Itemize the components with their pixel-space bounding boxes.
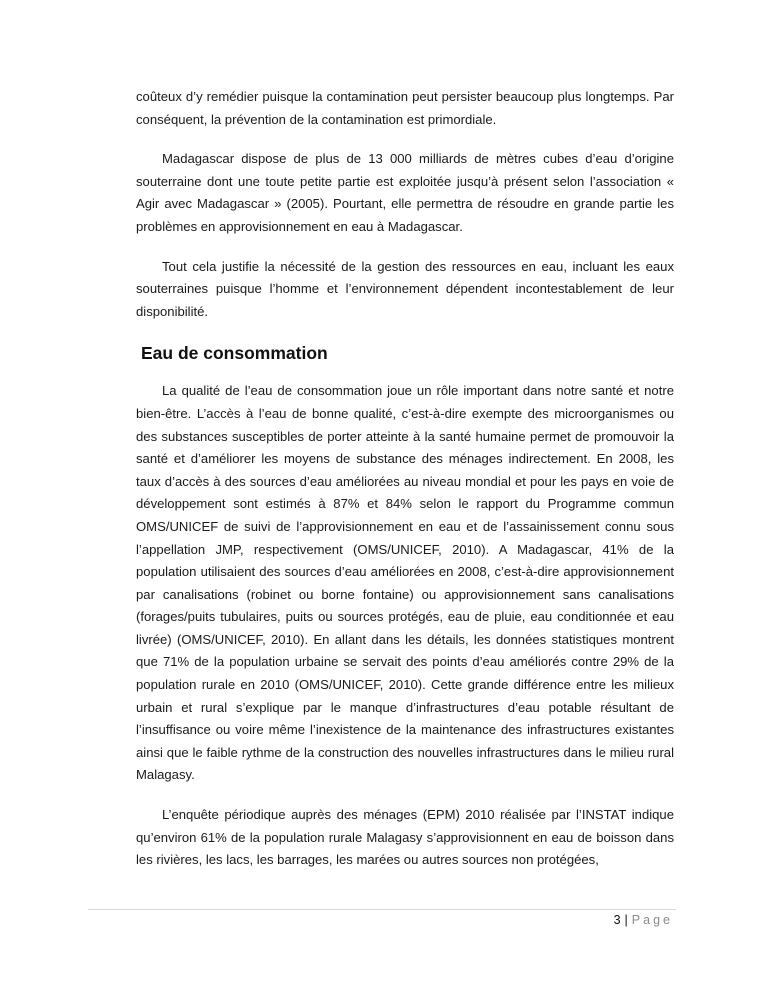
footer-divider xyxy=(88,909,676,910)
paragraph-water-quality: La qualité de l’eau de consommation joue un rôle important dans notre santé et notre bien-être. L’accès à l’eau de bonne qualité, c’est-à-dire exempte des microorganismes ou des substances susceptibles de porter atteinte à la santé humaine permet de promouvoir la santé et d’améliorer les moyens de substance des ménages indirectement. En 2008, les taux d’accès à des sources d’eau améliorées au niveau mondial et pour les pays en voie de développement sont estimés à 87% et 84% selon le rapport du Programme commun OMS/UNICEF de suivi de l’approvisionnement en eau et de l’assainissement connu sous l’appellation JMP, respectivement (OMS/UNICEF, 2010). A Madagascar, 41% de la population utilisaient des sources d’eau améliorées en 2008, c’est-à-dire approvisionnement par canalisations (robinet ou borne fontaine) ou approvisionnement sans canalisations (forages/puits tubulaires, puits ou sources protégés, eau de pluie, eau conditionnée et eau livrée) (OMS/UNICEF, 2010). En allant dans les détails, les données statistiques montrent que 71% de la population urbaine se servait des points d’eau améliorés contre 29% de la population rurale en 2010 (OMS/UNICEF, 2010). Cette grande différence entre les milieux urbain et rural s’explique par le manque d’infrastructures d’eau potable résultant de l’insuffisance ou voire même l’inexistence de la maintenance des infrastructures existantes ainsi que le faible rythme de la construction des nouvelles infrastructures dans le milieu rural Malagasy. xyxy=(136,383,674,783)
page-footer xyxy=(614,913,673,927)
section-heading: Eau de consommation xyxy=(141,343,328,364)
paragraph-continuation: coûteux d’y remédier puisque la contamination peut persister beaucoup plus longtemps. Par conséquent, la prévention de la contamination est primordiale. xyxy=(136,89,674,127)
page-label: Page xyxy=(631,913,673,927)
footer-separator: | xyxy=(624,913,628,927)
paragraph-epm-survey: L’enquête périodique auprès des ménages (EPM) 2010 réalisée par l’INSTAT indique qu’environ 61% de la population rurale Malagasy s’approvisionnent en eau de boisson dans les rivières, les lacs, les barrages, les marées ou autres sources non protégées, xyxy=(136,807,674,868)
page-body xyxy=(136,86,674,889)
paragraph-management: Tout cela justifie la nécessité de la gestion des ressources en eau, incluant les eaux souterraines puisque l’homme et l’environnement dépendent incontestablement de leur disponibilité. xyxy=(136,258,674,319)
paragraph-groundwater: Madagascar dispose de plus de 13 000 milliards de mètres cubes d’eau d’origine souterraine dont une toute petite partie est exploitée jusqu’à présent selon l’association « Agir avec Madagascar » (2005). Pourtant, elle permettra de résoudre en grande partie les problèmes en approvisionnement en eau à Madagascar. xyxy=(136,151,674,234)
page-number: 3 xyxy=(613,913,621,927)
